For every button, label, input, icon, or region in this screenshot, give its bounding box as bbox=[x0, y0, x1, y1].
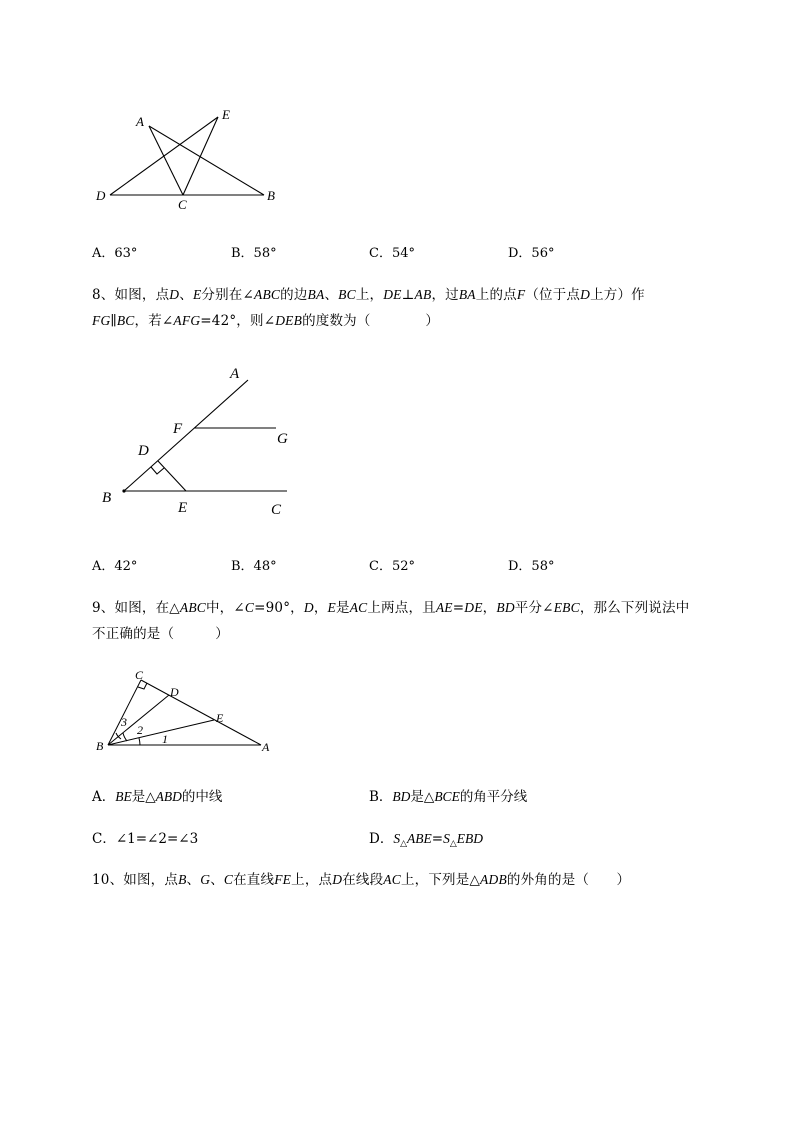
segment-ec bbox=[183, 117, 218, 195]
label-b: B bbox=[267, 188, 275, 203]
label-d: D bbox=[138, 443, 149, 459]
q7-option-a[interactable]: A．63° bbox=[92, 246, 138, 261]
q7-option-c[interactable]: C．54° bbox=[369, 246, 415, 261]
label-c: C bbox=[271, 502, 282, 518]
figure-q7 bbox=[88, 104, 298, 214]
point-b bbox=[122, 489, 125, 492]
angle-arc-inner bbox=[139, 738, 140, 745]
label-d: D bbox=[170, 685, 179, 699]
label-e: E bbox=[222, 107, 230, 122]
q10-line-1: 10、如图，点B、G、C在直线FE上，点D在线段AC上，下列是△ADB的外角的是（ ） bbox=[92, 872, 631, 888]
label-d: D bbox=[96, 188, 106, 203]
q7-option-b[interactable]: B．58° bbox=[231, 246, 277, 261]
q9-option-c[interactable]: C．∠1=∠2=∠3 bbox=[92, 831, 199, 847]
q9-option-d[interactable]: D．$S_\triangle ABE=S_\triangle EBD$ bbox=[369, 831, 483, 849]
q8-option-c[interactable]: C．52° bbox=[369, 559, 415, 574]
right-angle-mark bbox=[151, 467, 164, 474]
q8-option-a[interactable]: A．42° bbox=[92, 559, 138, 574]
label-angle-2: 2 bbox=[137, 723, 143, 737]
label-angle-3: 3 bbox=[121, 715, 127, 729]
ray-ba bbox=[124, 380, 248, 491]
label-f: F bbox=[173, 421, 183, 437]
label-a: A bbox=[136, 114, 144, 129]
segment-ed bbox=[110, 117, 218, 195]
label-b: B bbox=[96, 739, 104, 753]
segment-ca bbox=[141, 680, 261, 745]
segment-de bbox=[158, 461, 186, 491]
q9-option-b[interactable]: B．BD是△BCE的角平分线 bbox=[369, 789, 528, 805]
q8-option-b[interactable]: B．48° bbox=[231, 559, 277, 574]
q9-option-a[interactable]: A．BE是△ABD的中线 bbox=[92, 789, 223, 805]
q9-line-1: 9、如图，在△ABC中，∠C=90°，D，E是AC上两点，且AE=DE，BD平分∠EBC，那么下列说法中 bbox=[92, 600, 690, 616]
q7-option-d[interactable]: D．56° bbox=[508, 246, 555, 261]
figure-q9 bbox=[92, 664, 282, 758]
label-g: G bbox=[277, 431, 288, 447]
label-c: C bbox=[135, 668, 144, 682]
label-a: A bbox=[230, 366, 240, 382]
label-b: B bbox=[102, 490, 112, 506]
label-e: E bbox=[216, 711, 224, 725]
label-angle-1: 1 bbox=[162, 732, 168, 746]
q8-line-2: FG∥BC，若∠AFG=42°，则∠DEB的度数为（ ） bbox=[92, 313, 440, 329]
figure-q8 bbox=[95, 360, 305, 520]
q8-line-1: 8、如图，点D、E分别在∠ABC的边BA、BC上，DE⊥AB，过BA上的点F（位于点D上方）作 bbox=[92, 287, 645, 303]
label-e: E bbox=[178, 500, 188, 516]
q9-line-2: 不正确的是（ ） bbox=[92, 626, 229, 642]
label-a: A bbox=[262, 740, 270, 754]
q8-option-d[interactable]: D．58° bbox=[508, 559, 555, 574]
angle-arc-mid bbox=[123, 733, 127, 741]
label-c: C bbox=[178, 197, 187, 212]
